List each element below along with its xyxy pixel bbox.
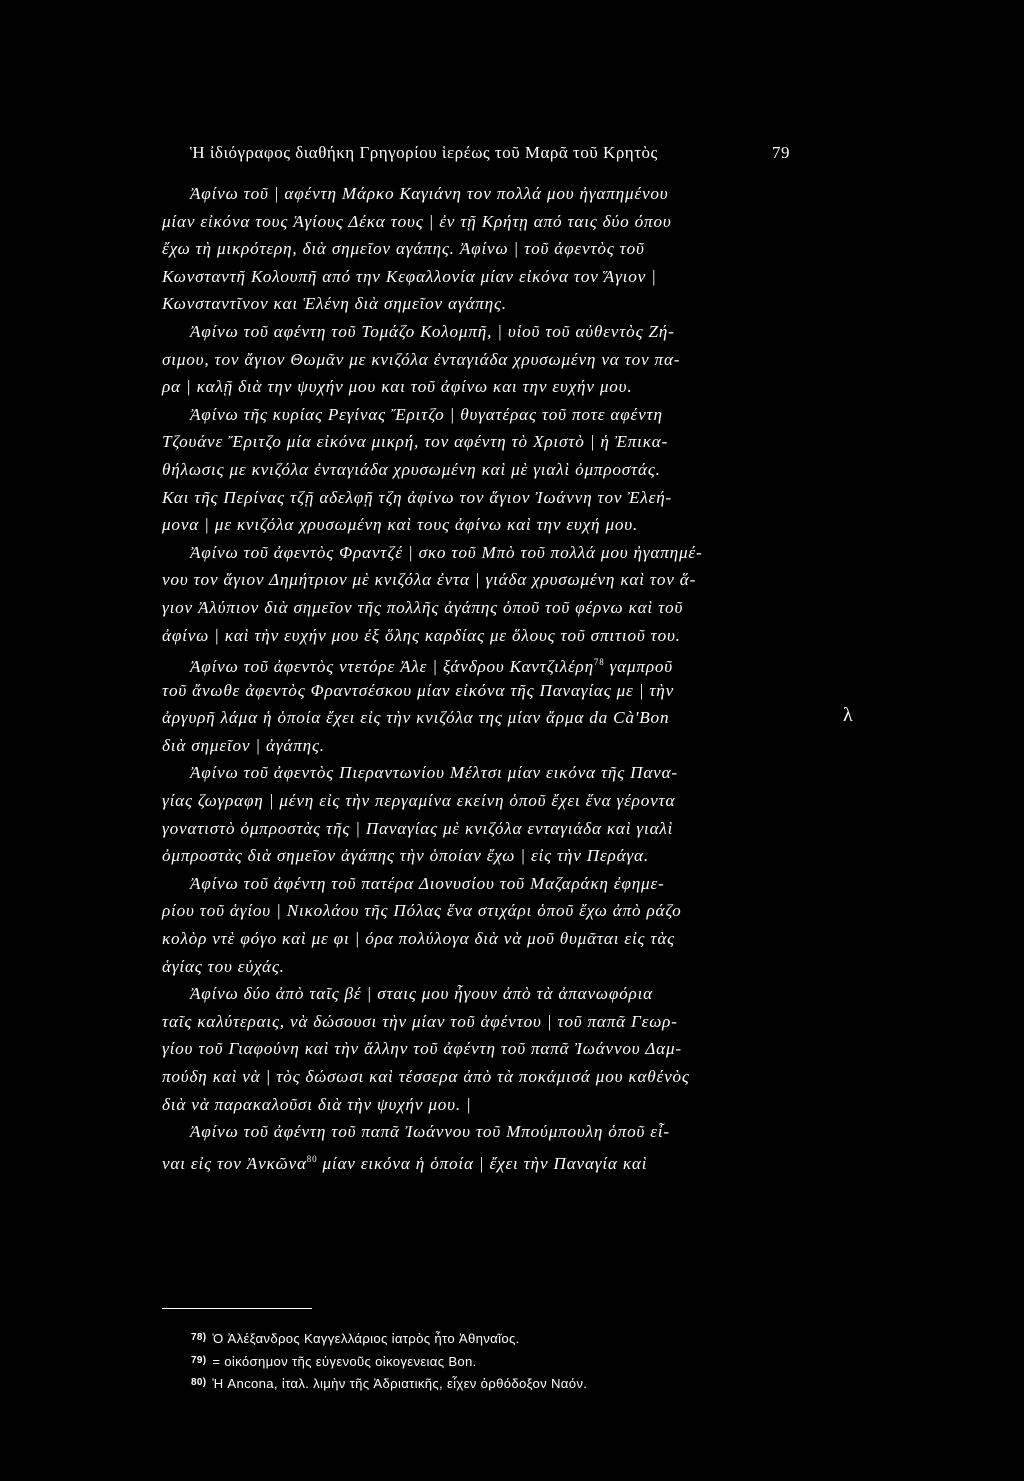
text-line-content: ρα | καλῇ διὰ την ψυχήν μου και τοῦ ἀφίνω και την ευχήν μου.: [162, 377, 633, 397]
text-line-content: διὰ νὰ παρακαλοῦσι διὰ τὴν ψυχήν μου. |: [162, 1094, 472, 1114]
text-line-content: Ἀφίνω τοῦ | αφέντη Μάρκο Καγιάνη τον πολλά μου ἠγαπημένου: [190, 184, 669, 203]
running-title: Ἡ ἰδιόγραφος διαθήκη Γρηγορίου ἱερέως τοῦ Μαρᾶ τοῦ Κρητὸς: [190, 143, 658, 162]
margin-mark: λ: [843, 704, 853, 726]
text-line-content: γονατιστὸ ὀμπροστὰς τῆς | Παναγίας μὲ κνιζόλα ενταγιάδα καὶ γιαλὶ: [162, 818, 674, 838]
footnote: [191, 1327, 811, 1350]
text-line: [162, 290, 802, 318]
text-line-content: Ἀφίνω τοῦ αφέντη τοῦ Τομάζο Κολομπῆ, | υἱοῦ τοῦ αὐθεντὸς Ζή-: [190, 321, 675, 341]
text-line-content: Κωνσταντῖνον και Ἑλένη διὰ σημεῖον αγάπης.: [162, 294, 507, 314]
footnote-rule: [162, 1308, 312, 1309]
text-line-continuation: γαμπροῦ: [604, 657, 673, 677]
footnote-ref: 80: [306, 1153, 318, 1164]
text-line-content: Ἀφίνω τοῦ ἀφέντη τοῦ πατέρα Διονυσίου τοῦ Μαζαράκη ἐφημε-: [190, 873, 665, 893]
text-line-content: θήλωσις με κνιζόλα ἐνταγιάδα χρυσωμένη καὶ μὲ γιαλὶ ὀμπροστάς.: [162, 459, 661, 479]
text-line-content: Κωνσταντῆ Κολουπῆ από την Κεφαλλονία μίαν εἰκόνα τον Ἅγιον |: [162, 266, 657, 286]
text-line-content: ταῖς καλύτεραις, νὰ δώσουσι τὴν μίαν τοῦ ἀφέντου | τοῦ παπᾶ Γεωρ-: [162, 1011, 678, 1031]
text-line: [162, 622, 802, 650]
text-line-content: Ἀφίνω δύο ἀπὸ ταῖς βέ | σταις μου ἦγουν ἀπὸ τὰ ἀπανωφόρια: [190, 984, 653, 1004]
text-line: [162, 732, 802, 760]
text-line-content: Ἀφίνω τῆς κυρίας Ρεγίνας Ἔριτζο | θυγατέρας τοῦ ποτε αφέντη: [190, 404, 663, 424]
text-line-content: πούδη καὶ νὰ | τὸς δώσωσι καὶ τέσσερα ἀπὸ τὰ ποκάμισά μου καθένὸς: [162, 1067, 690, 1086]
text-line: [162, 842, 802, 870]
text-line: [162, 953, 802, 981]
footnote-ref: 78: [593, 657, 605, 668]
text-line: [162, 428, 802, 456]
text-line: [162, 235, 802, 263]
running-header: [190, 143, 790, 163]
text-line: [162, 1091, 802, 1119]
text-line: [162, 925, 802, 953]
text-line: [162, 484, 802, 512]
text-line: [162, 180, 802, 208]
text-line: [162, 1063, 802, 1091]
text-line-content: σιμου, τον ἄγιον Θωμᾶν με κνιζόλα ἐνταγιάδα χρυσωμένη να τον πα-: [162, 349, 681, 369]
text-line: [162, 897, 802, 925]
text-line-content: Και τῆς Περίνας τζῇ αδελφῇ τζη ἀφίνω τον ἅγιον Ἰωάννη τον Ἐλεή-: [162, 487, 673, 507]
text-line-content: ἁγίας του εὐχάς.: [162, 956, 285, 976]
text-line: [162, 649, 802, 677]
text-line: [162, 677, 802, 705]
text-line: [162, 759, 802, 787]
text-line: [162, 511, 802, 539]
text-line: [162, 787, 802, 815]
text-line-content: μίαν εἰκόνα τους Ἁγίους Δέκα τους | ἐν τῇ Κρήτῃ από ταις δύο όπου: [162, 211, 672, 231]
footnote-text: = οἰκόσημον τῆς εὐγενοῦς οἰκογενειας Bon.: [208, 1353, 477, 1369]
text-line-content: Τζουάνε Ἔριτζο μία εἰκόνα μικρή, τον αφέντη τὸ Χριστὸ | ἡ Ἐπικα-: [162, 432, 669, 452]
text-line-content: ἀφίνω | καὶ τὴν ευχήν μου ἐξ ὅλης καρδίας με ὅλους τοῦ σπιτιοῦ του.: [162, 625, 681, 645]
text-line-content: ἀργυρῆ λάμα ἡ ὁποία ἔχει εἰς τὴν κνιζόλα της μίαν ἄρμα da Cà'Bon: [162, 708, 670, 728]
text-line: [162, 870, 802, 898]
text-line-content: ἔχω τὴ μικρότερη, διὰ σημεῖον αγάπης. Ἀφίνω | τοῦ ἀφεντὸς τοῦ: [162, 239, 645, 259]
text-line: [162, 456, 802, 484]
text-line-content: τοῦ ἄνωθε ἀφεντὸς Φραντσέσκου μίαν εἰκόνα τῆς Παναγίας με | τὴν: [162, 680, 675, 700]
text-line-content: ρίου τοῦ ἁγίου | Νικολάου τῆς Πόλας ἕνα στιχάρι ὁποῦ ἔχω ἀπὸ ράζο: [162, 901, 682, 921]
footnote-number: 79): [191, 1354, 207, 1366]
text-line-content: Ἀφίνω τοῦ ἀφεντὸς Πιεραντωνίου Μέλτσι μίαν εικόνα τῆς Πανα-: [190, 763, 678, 783]
page-number: 79: [772, 143, 790, 162]
text-line-content: Ἀφίνω τοῦ ἀφεντὸς Φραντζέ | σκο τοῦ Μπὸ τοῦ πολλά μου ἠγαπημέ-: [190, 542, 703, 562]
text-line-content: ναι εἰς τον Ἀνκῶνα: [162, 1153, 307, 1173]
text-line: [162, 704, 802, 732]
text-line-content: Ἀφίνω τοῦ ἀφέντη τοῦ παπᾶ Ἰωάννου τοῦ Μπούμπουλη ὁποῦ εἶ-: [190, 1122, 670, 1142]
footnote-number: 80): [191, 1377, 207, 1388]
text-line-content: μονα | με κνιζόλα χρυσωμένη καὶ τους ἀφίνω καὶ την ευχή μου.: [162, 515, 639, 535]
footnote-number: 78): [191, 1332, 207, 1343]
text-line: [162, 263, 802, 291]
main-text: [162, 180, 802, 1173]
text-line-content: διὰ σημεῖον | ἀγάπης.: [162, 735, 325, 755]
text-line: [162, 208, 802, 236]
text-line: [162, 318, 802, 346]
text-line: [162, 1146, 802, 1174]
text-line: [162, 1035, 802, 1063]
text-line-content: κολὸρ ντὲ φόγο καὶ με φι | όρα πολύλογα διὰ νὰ μοῦ θυμᾶται εἰς τὰς: [162, 929, 675, 949]
text-line-content: νου τον ἅγιον Δημήτριον μὲ κνιζόλα ἐντα | γιάδα χρυσωμένη καὶ τον ἅ-: [162, 570, 697, 590]
footnote: [191, 1372, 811, 1395]
footnote: [191, 1350, 811, 1373]
text-line-continuation: μίαν εικόνα ἡ ὁποία | ἔχει τὴν Παναγία καὶ: [317, 1153, 648, 1173]
text-line: [162, 980, 802, 1008]
text-line: [162, 401, 802, 429]
text-line: [162, 1118, 802, 1146]
text-line: [162, 346, 802, 374]
text-line: [162, 815, 802, 843]
text-line: [162, 566, 802, 594]
footnote-text: Ἡ Ancona, ἰταλ. λιμὴν τῆς Ἀδριατικῆς, εἶχεν ὀρθόδοξον Ναόν.: [208, 1376, 588, 1391]
text-line: [162, 373, 802, 401]
text-line-content: γίου τοῦ Γιαφούνη καὶ τὴν ἄλλην τοῦ ἀφέντη τοῦ παπᾶ Ἰωάννου Δαμ-: [162, 1039, 682, 1059]
text-line-content: γίας ζωγραφη | μένη εἰς τὴν περγαμίνα εκείνη ὁποῦ ἔχει ἕνα γέροντα: [162, 791, 676, 811]
text-line-content: ὀμπροστὰς διὰ σημεῖον ἀγάπης τὴν ὁποίαν ἔχω | εἰς τὴν Περάγα.: [162, 846, 649, 866]
text-line-content: γιον Ἀλύπιον διὰ σημεῖον τῆς πολλῆς ἀγάπης ὁποῦ τοῦ φέρνω καὶ τοῦ: [162, 597, 684, 617]
text-line: [162, 594, 802, 622]
text-line: [162, 1008, 802, 1036]
footnotes: [191, 1327, 811, 1395]
text-line-content: Ἀφίνω τοῦ ἀφεντὸς ντετόρε Ἀλε | ξάνδρου Καντζιλέρη: [190, 657, 594, 677]
text-line: [162, 539, 802, 567]
footnote-text: Ὁ Ἀλέξανδρος Καγγελλάριος ἰατρὸς ἦτο Ἀθηναῖος.: [208, 1331, 520, 1346]
